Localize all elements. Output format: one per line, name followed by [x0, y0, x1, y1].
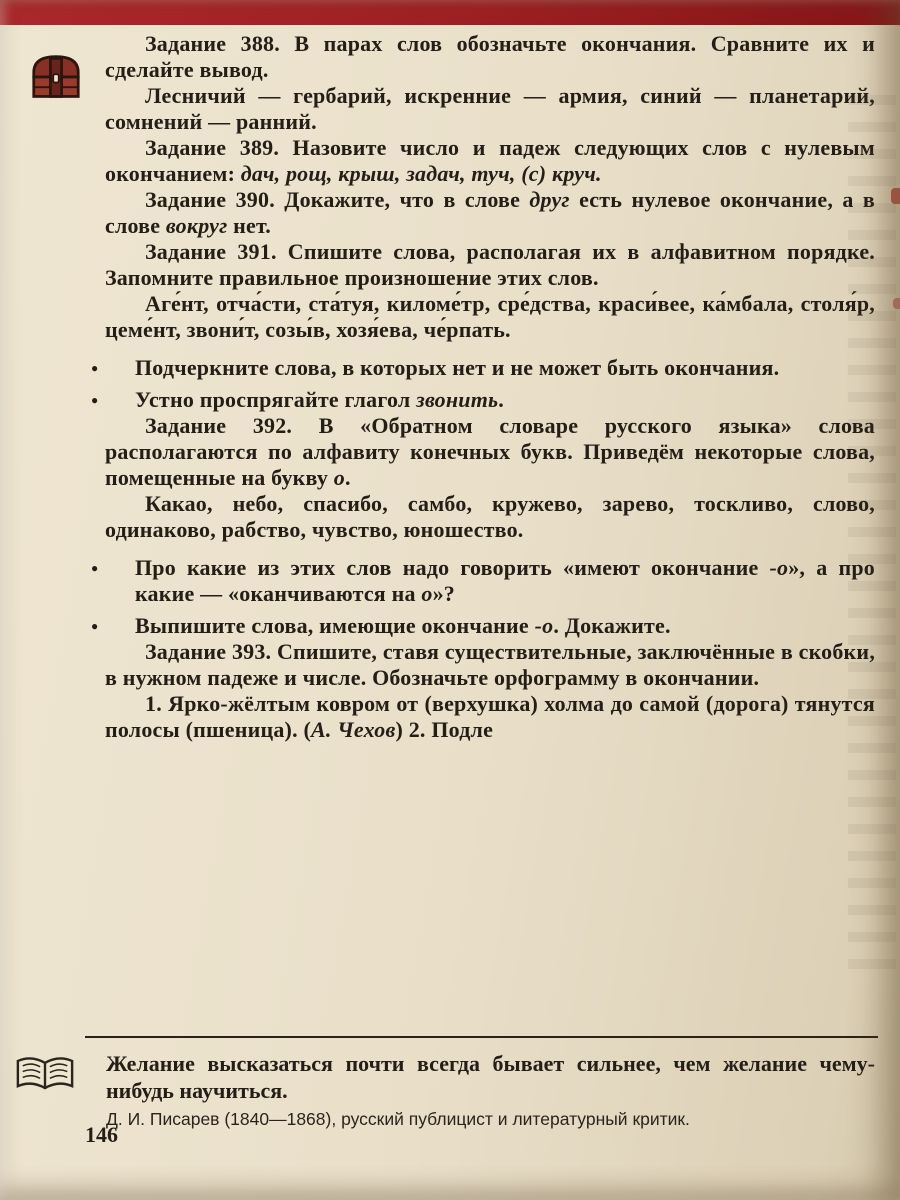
page-footer [0, 1036, 900, 1130]
bullet-list-392 [91, 555, 875, 639]
task-391-text: Спишите слова, располагая их в алфавитном порядке. Запомните правильное произношение этих слов. [105, 239, 875, 290]
bullet-icon: ● [91, 361, 99, 375]
bullet-item-3 [91, 555, 875, 607]
task-389-paragraph [105, 135, 875, 187]
task-390-label: Задание 390. [145, 187, 275, 212]
bullet-2-text: Устно проспрягайте глагол звонить. [135, 387, 504, 412]
task-389-text: Назовите число и падеж следующих слов с нулевым окончанием: дач, рощ, крыш, задач, туч, (с) круч. [105, 135, 875, 186]
exercise-sentence-393: 1. Ярко-жёлтым ковром от (верхушка) холма до самой (дорога) тянутся полосы (пшеница). (А. Чехов) 2. Подле [105, 691, 875, 742]
task-392-label: Задание 392. [145, 413, 293, 438]
task-393-label: Задание 393. [145, 639, 272, 664]
bullet-icon: ● [91, 393, 99, 407]
quote-block [0, 1046, 900, 1130]
task-392-text: В «Обратном словаре русского языка» слова располагаются по алфавиту конечных букв. Приведём некоторые слова, помещенные на букву о. [105, 413, 875, 490]
example-words-388: Лесничий — гербарий, искренние — армия, синий — планетарий, сомнений — ранний. [105, 83, 875, 134]
task-392-paragraph [105, 413, 875, 491]
bullet-3-text: Про какие из этих слов надо говорить «имеют окончание -о», а про какие — «оканчиваются на о»? [135, 555, 875, 606]
bullet-item-4 [91, 613, 875, 639]
open-book-icon [14, 1054, 76, 1100]
divider-line [85, 1036, 878, 1038]
bullet-1-text: Подчеркните слова, в которых нет и не может быть окончания. [135, 355, 780, 380]
bullet-list-391 [91, 355, 875, 413]
bullet-item-2 [91, 387, 875, 413]
page-number: 146 [85, 1122, 118, 1147]
bullet-icon: ● [91, 619, 99, 633]
task-388-paragraph [105, 31, 875, 83]
bullet-4-text: Выпишите слова, имеющие окончание -о. Докажите. [135, 613, 671, 638]
task-388-label: Задание 388. [145, 31, 280, 56]
task-390-text: Докажите, что в слове друг есть нулевое окончание, а в слове вокруг нет. [105, 187, 875, 238]
scan-red-smudge [893, 298, 900, 309]
task-388-text: В парах слов обозначьте окончания. Сравните их и сделайте вывод. [105, 31, 875, 82]
task-393-paragraph [105, 639, 875, 691]
quote-attribution: Д. И. Писарев (1840—1868), русский публицист и литературный критик. [106, 1109, 690, 1129]
bullet-item-1 [91, 355, 875, 381]
quote-column [106, 1046, 875, 1130]
page-content [91, 31, 876, 743]
task-390-paragraph [105, 187, 875, 239]
quote-text: Желание высказаться почти всегда бывает сильнее, чем желание чему-нибудь научиться. [106, 1051, 875, 1103]
task-391-label: Задание 391. [145, 239, 277, 264]
example-words-391: Аге́нт, отча́сти, ста́туя, киломе́тр, сре́дства, краси́вее, ка́мбала, столя́р, цеме́нт, звони́т, созы́в, хозя́ева, че́рпать. [105, 291, 875, 342]
task-393-text: Спишите, ставя существительные, заключённые в скобки, в нужном падеже и числе. Обозначьте орфограмму в окончании. [105, 639, 876, 690]
example-words-392: Какао, небо, спасибо, самбо, кружево, зарево, тоскливо, слово, одинаково, рабство, чувство, юношество. [105, 491, 875, 542]
treasure-chest-icon [28, 52, 84, 107]
scan-red-smudge [891, 188, 900, 204]
book-cover-edge [0, 0, 900, 25]
bullet-icon: ● [91, 561, 99, 575]
task-389-label: Задание 389. [145, 135, 280, 160]
task-391-paragraph [105, 239, 875, 291]
